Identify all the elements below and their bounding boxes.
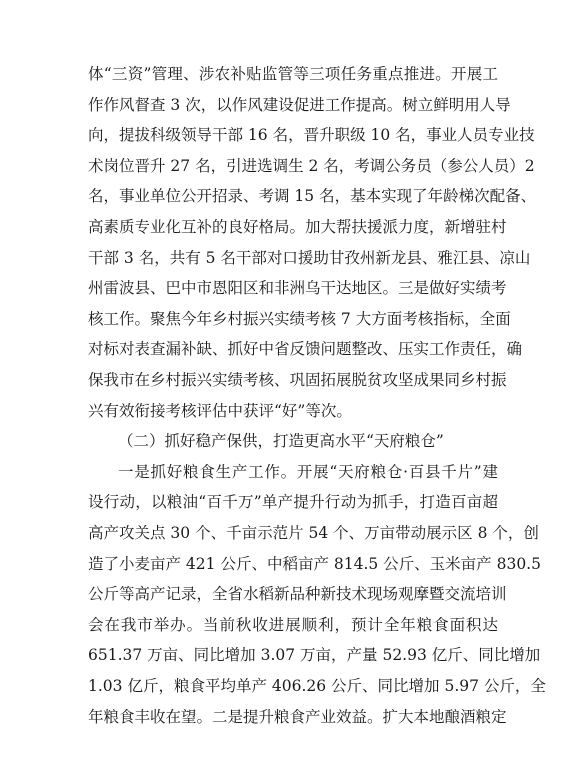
text-line: 公斤等高产记录，全省水稻新品种新技术现场观摩暨交流培训 — [88, 585, 507, 604]
text-line: 向，提拔科级领导干部 16 名，晋升职级 10 名，事业人员专业技 — [88, 126, 535, 145]
text-line: 会在我市举办。当前秋收进展顺利，预计全年粮食面积达 — [88, 615, 498, 634]
text-line: 对标对表查漏补缺、抓好中省反馈问题整改、压实工作责任，确 — [88, 340, 523, 359]
text-line: 保我市在乡村振兴实绩考核、巩固拓展脱贫攻坚成果同乡村振 — [88, 371, 507, 389]
text-line: 兴有效衔接考核评估中获评“好”等次。 — [88, 401, 352, 420]
text-line: 一是抓好粮食生产工作。开展“天府粮仓·百县千片”建 — [118, 462, 498, 481]
text-line: 干部 3 名，共有 5 名干部对口援助甘孜州新龙县、雅江县、凉山 — [88, 248, 531, 267]
text-line: 州雷波县、巴中市恩阳区和非洲乌干达地区。三是做好实绩考 — [88, 279, 507, 298]
text-line: 651.37 万亩、同比增加 3.07 万亩，产量 52.93 亿斤、同比增加 — [88, 646, 541, 665]
text-line: 高产攻关点 30 个、千亩示范片 54 个、万亩带动展示区 8 个，创 — [88, 524, 539, 542]
text-line: 年粮食丰收在望。二是提升粮食产业效益。扩大本地酿酒粮定 — [88, 707, 507, 726]
text-line: 核工作。聚焦今年乡村振兴实绩考核 7 大方面考核指标，全面 — [88, 309, 511, 328]
text-line: 高素质专业化互补的良好格局。加大帮扶援派力度，新增驻村 — [88, 218, 507, 236]
section-heading: （二）抓好稳产保供，打造更高水平“天府粮仓” — [118, 432, 444, 451]
text-line: 名，事业单位公开招录、考调 15 名，基本实现了年龄梯次配备、 — [88, 187, 537, 206]
text-line: 造了小麦亩产 421 公斤、中稻亩产 814.5 公斤、玉米亩产 830.5 — [88, 554, 541, 573]
text-line: 设行动，以粮油“百千万”单产提升行动为抓手，打造百亩超 — [88, 493, 498, 512]
text-line: 作作风督查 3 次，以作风建设促进工作提高。树立鲜明用人导 — [88, 95, 511, 114]
text-line: 体“三资”管理、涉农补贴监管等三项任务重点推进。开展工 — [88, 65, 498, 83]
text-line: 术岗位晋升 27 名，引进选调生 2 名，考调公务员（参公人员）2 — [88, 156, 535, 175]
text-line: 1.03 亿斤，粮食平均单产 406.26 公斤、同比增加 5.97 公斤，全 — [88, 677, 546, 695]
